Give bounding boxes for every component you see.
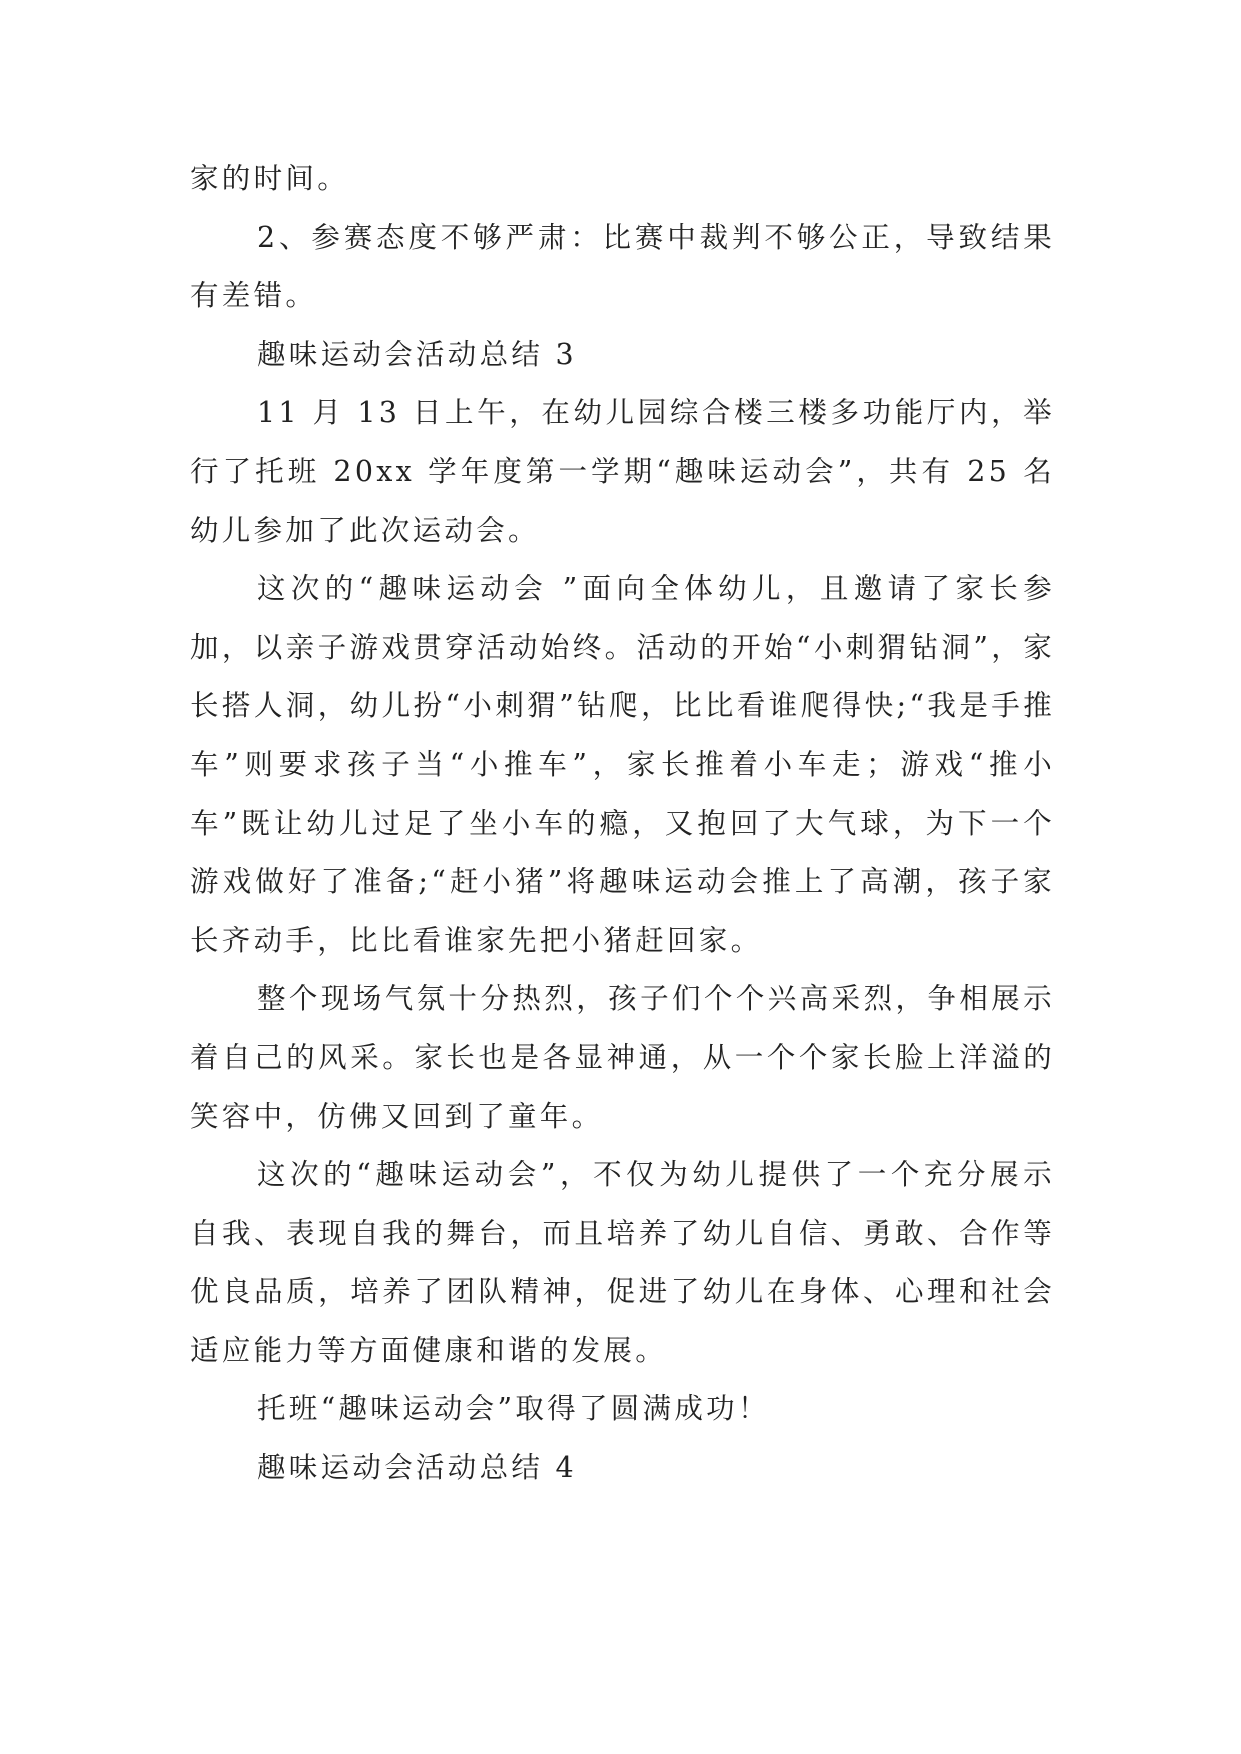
paragraph-6: 这次的“趣味运动会”，不仅为幼儿提供了一个充分展示自我、表现自我的舞台，而且培养了幼儿自信、勇敢、合作等优良品质，培养了团队精神，促进了幼儿在身体、心理和社会适应能力等方面健康和谐的发展。 [190,1158,1055,1367]
paragraph-3: 11 月 13 日上午，在幼儿园综合楼三楼多功能厅内，举行了托班 20xx 学年度第一学期“趣味运动会”，共有 25 名幼儿参加了此次运动会。 [190,396,1055,547]
document-page [190,150,1055,1498]
section-heading-3: 趣味运动会活动总结 3 [257,337,577,371]
paragraph-5: 整个现场气氛十分热烈，孩子们个个兴高采烈，争相展示着自己的风采。家长也是各显神通，从一个个家长脸上洋溢的笑容中，仿佛又回到了童年。 [190,982,1055,1133]
paragraph-7: 托班“趣味运动会”取得了圆满成功！ [257,1392,770,1426]
section-heading-4: 趣味运动会活动总结 4 [257,1451,577,1485]
paragraph-4: 这次的“趣味运动会 ”面向全体幼儿，且邀请了家长参加，以亲子游戏贯穿活动始终。活动的开始“小刺猬钻洞”，家长搭人洞，幼儿扮“小刺猬”钻爬，比比看谁爬得快;“我是手推车”则要求孩子当“小推车”，家长推着小车走；游戏“推小车”既让幼儿过足了坐小车的瘾，又抱回了大气球，为下一个游戏做好了准备;“赶小猪”将趣味运动会推上了高潮，孩子家长齐动手，比比看谁家先把小猪赶回家。 [190,572,1055,957]
paragraph-2: 2、参赛态度不够严肃：比赛中裁判不够公正，导致结果有差错。 [190,220,1055,313]
paragraph-1: 家的时间。 [190,162,350,195]
